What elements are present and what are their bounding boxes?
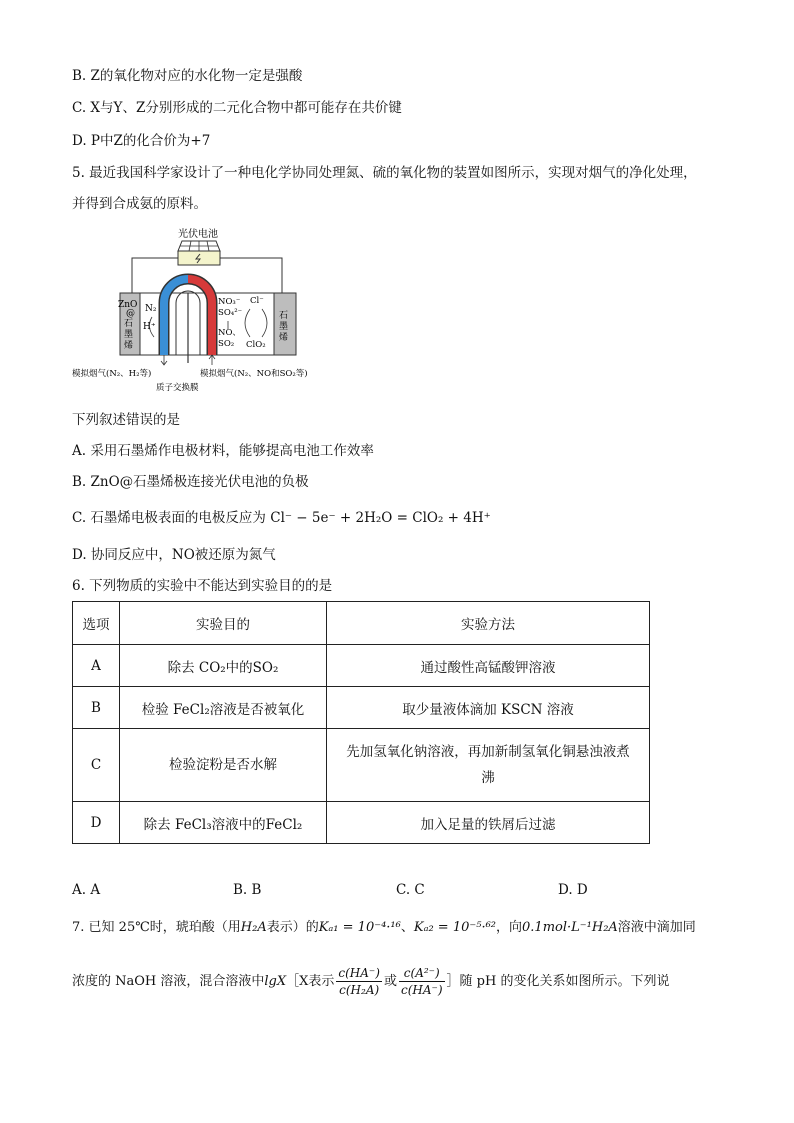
- q7-line1: [72, 918, 696, 938]
- svg-text:N₂: N₂: [145, 304, 157, 314]
- row-goal: 检验 FeCl₂溶液是否被氧化: [120, 687, 327, 729]
- q7-lgx: lgX: [264, 974, 287, 989]
- table-row: [73, 729, 650, 802]
- row-method: 通过酸性高锰酸钾溶液: [327, 645, 650, 687]
- fraction-ha-over-h2a: $\frac{c(HA^-)}{\text{c(H₂A)}}$: [338, 966, 380, 997]
- q7-text: 7. 已知 25℃时，琥珀酸（用: [72, 920, 241, 935]
- row-option: B: [73, 687, 120, 729]
- q6-choice-a: A. A: [72, 882, 101, 898]
- q6-choice-b: B. B: [233, 882, 262, 898]
- q5-option-a: A. 采用石墨烯作电极材料，能够提高电池工作效率: [72, 443, 374, 459]
- solar-panel-icon: [178, 241, 220, 265]
- svg-text:NO₃⁻: NO₃⁻: [218, 297, 241, 307]
- svg-text:墨: 墨: [124, 330, 134, 340]
- right-gas-label: 模拟烟气(N₂、NO和SO₂等): [200, 369, 308, 379]
- electrochemical-cell-diagram: [72, 225, 334, 397]
- q7-text: 表示）的: [266, 920, 319, 935]
- fraction-a-over-ha: $\frac{\text{c(A²⁻)}}{c(HA^-)}$: [400, 966, 443, 997]
- q7-text: 或: [383, 974, 397, 989]
- svg-text:ZnO: ZnO: [118, 300, 138, 310]
- q7-separator: 、: [400, 920, 414, 935]
- membrane-label: 质子交换膜: [156, 383, 199, 393]
- left-electrode: [118, 293, 140, 355]
- header-method: 实验方法: [327, 602, 650, 645]
- row-goal: 检验淀粉是否水解: [120, 729, 327, 802]
- right-electrode: [274, 293, 296, 355]
- row-option: A: [73, 645, 120, 687]
- experiment-table: [72, 601, 650, 844]
- header-option: 选项: [73, 602, 120, 645]
- q7-text: 浓度的 NaOH 溶液，混合溶液中: [72, 974, 265, 989]
- table-row: [73, 802, 650, 844]
- svg-text:H⁺: H⁺: [143, 322, 156, 332]
- battery-label: 光伏电池: [178, 229, 218, 240]
- q6-choice-c: C. C: [396, 882, 425, 898]
- q7-ka1: Kₐ₁ = 10⁻⁴·¹⁶: [318, 920, 401, 935]
- q7-ka2: Kₐ₂ = 10⁻⁵·⁶²: [413, 920, 497, 935]
- row-method: 加入足量的铁屑后过滤: [327, 802, 650, 844]
- row-goal: 除去 FeCl₃溶液中的FeCl₂: [120, 802, 327, 844]
- q5-option-c-text: C. 石墨烯电极表面的电极反应为: [72, 510, 266, 526]
- q7-text: ，向: [496, 920, 523, 935]
- q5-option-c: [72, 508, 491, 528]
- q5-option-b: B. ZnO@石墨烯极连接光伏电池的负极: [72, 474, 309, 490]
- svg-text:SO₂: SO₂: [218, 339, 235, 349]
- row-goal: 除去 CO₂中的SO₂: [120, 645, 327, 687]
- q5-stem-line1: 5. 最近我国科学家设计了一种电化学协同处理氮、硫的氧化物的装置如图所示，实现对烟气的净化处理，: [72, 165, 697, 181]
- q7-line2: [72, 962, 669, 1002]
- table-row: [73, 645, 650, 687]
- svg-text:@: @: [126, 309, 135, 319]
- q7-formula-h2a: H₂A: [240, 920, 267, 935]
- row-method-line2: 沸: [481, 770, 495, 786]
- q5-stem-line2: 并得到合成氨的原料。: [72, 196, 207, 212]
- q5-prompt: 下列叙述错误的是: [72, 412, 180, 428]
- q4-option-d: D. P中Z的化合价为+7: [72, 133, 211, 149]
- row-option: C: [73, 729, 120, 802]
- svg-text:烯: 烯: [279, 333, 289, 343]
- svg-text:石: 石: [124, 319, 134, 329]
- svg-text:ClO₂: ClO₂: [246, 340, 266, 350]
- table-row: [73, 687, 650, 729]
- svg-text:Cl⁻: Cl⁻: [250, 296, 264, 306]
- q7-text: ［X表示: [286, 974, 335, 989]
- svg-text:NO、: NO、: [218, 328, 241, 338]
- q7-text: ］随 pH 的变化关系如图所示。下列说: [446, 974, 670, 989]
- svg-text:墨: 墨: [279, 322, 289, 332]
- svg-text:石: 石: [279, 311, 289, 321]
- row-method-line1: 先加氢氧化钠溶液，再加新制氢氧化铜悬浊液煮: [346, 744, 630, 760]
- q7-concentration: 0.1mol·L⁻¹H₂A: [522, 920, 618, 935]
- q5-option-d: D. 协同反应中，NO被还原为氮气: [72, 547, 276, 563]
- svg-text:烯: 烯: [124, 341, 134, 351]
- table-header-row: [73, 602, 650, 645]
- row-method: 取少量液体滴加 KSCN 溶液: [327, 687, 650, 729]
- q7-text: 溶液中滴加同: [617, 920, 696, 935]
- row-option: D: [73, 802, 120, 844]
- q6-stem: 6. 下列物质的实验中不能达到实验目的的是: [72, 578, 333, 594]
- left-gas-label: 模拟烟气(N₂、H₂等): [72, 369, 152, 379]
- svg-text:SO₄²⁻: SO₄²⁻: [218, 308, 243, 318]
- q4-option-c: C. X与Y、Z分别形成的二元化合物中都可能存在共价键: [72, 100, 402, 116]
- q6-choice-d: D. D: [558, 882, 588, 898]
- q5-option-c-equation: Cl⁻ − 5e⁻ + 2H₂O = ClO₂ + 4H⁺: [270, 510, 491, 526]
- q4-option-b: B. Z的氧化物对应的水化物一定是强酸: [72, 68, 303, 84]
- header-goal: 实验目的: [120, 602, 327, 645]
- row-method: [327, 729, 650, 802]
